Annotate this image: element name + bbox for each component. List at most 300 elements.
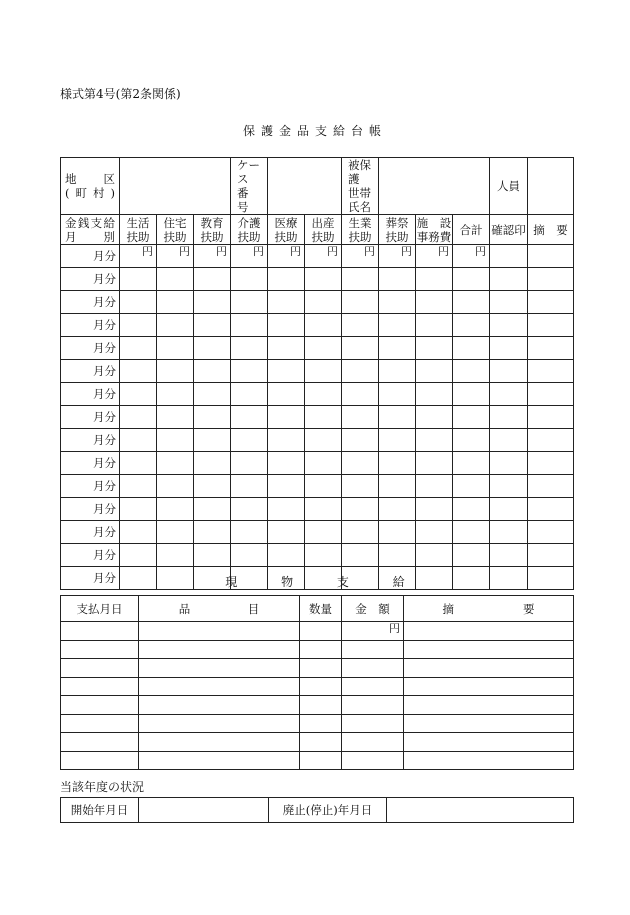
amount-cell[interactable]	[342, 360, 379, 383]
amount-cell[interactable]	[268, 360, 305, 383]
form-number: 様式第4号(第2条関係)	[60, 87, 181, 101]
amount-cell[interactable]	[194, 314, 231, 337]
goods-cell[interactable]	[61, 733, 139, 752]
month-label: 月分	[61, 245, 120, 268]
amount-cell[interactable]	[379, 314, 416, 337]
amount-cell[interactable]	[268, 452, 305, 475]
amount-cell[interactable]	[453, 268, 490, 291]
goods-cell[interactable]	[342, 733, 404, 752]
goods-cell[interactable]	[404, 677, 574, 696]
amount-cell[interactable]	[490, 521, 528, 544]
amount-cell[interactable]	[231, 498, 268, 521]
amount-cell[interactable]	[120, 406, 157, 429]
goods-date-header: 支払月日	[61, 596, 139, 622]
amount-cell[interactable]	[305, 452, 342, 475]
goods-cell[interactable]	[61, 714, 139, 733]
end-date-label: 廃止(停止)年月日	[269, 798, 387, 823]
amount-cell[interactable]	[490, 406, 528, 429]
amount-cell[interactable]	[528, 544, 574, 567]
amount-cell[interactable]	[268, 429, 305, 452]
goods-cell[interactable]	[61, 677, 139, 696]
goods-table	[60, 595, 574, 770]
amount-cell[interactable]	[268, 475, 305, 498]
case-sub: 番 号	[237, 186, 261, 214]
goods-cell[interactable]	[404, 733, 574, 752]
goods-cell[interactable]	[61, 622, 139, 641]
amount-cell[interactable]	[157, 314, 194, 337]
amount-cell[interactable]	[379, 475, 416, 498]
amount-cell[interactable]	[231, 383, 268, 406]
column-header-line2: 扶助	[274, 229, 298, 244]
amount-cell[interactable]	[416, 544, 453, 567]
column-header-8	[379, 215, 416, 245]
amount-cell[interactable]	[231, 475, 268, 498]
cash-benefit-table	[60, 157, 574, 590]
amount-cell[interactable]	[305, 475, 342, 498]
goods-cell[interactable]	[139, 659, 300, 678]
amount-cell[interactable]	[342, 475, 379, 498]
amount-cell[interactable]	[305, 314, 342, 337]
month-label: 月分	[61, 498, 120, 521]
goods-cell[interactable]	[139, 733, 300, 752]
column-header-4	[231, 215, 268, 245]
amount-cell[interactable]	[379, 406, 416, 429]
table-row	[61, 429, 574, 452]
amount-cell[interactable]	[490, 314, 528, 337]
amount-cell[interactable]	[490, 291, 528, 314]
amount-cell[interactable]	[157, 291, 194, 314]
amount-cell[interactable]	[194, 429, 231, 452]
amount-cell[interactable]	[490, 475, 528, 498]
amount-cell[interactable]	[157, 429, 194, 452]
table-row	[61, 383, 574, 406]
month-rows	[61, 245, 574, 590]
amount-cell[interactable]	[157, 452, 194, 475]
amount-cell[interactable]	[528, 452, 574, 475]
amount-cell[interactable]	[120, 452, 157, 475]
amount-cell[interactable]	[379, 383, 416, 406]
goods-cell[interactable]	[342, 677, 404, 696]
column-header-line1: 住宅	[163, 215, 187, 230]
district-sub: (町村)	[65, 186, 115, 200]
amount-cell[interactable]	[342, 268, 379, 291]
table-row	[61, 677, 574, 696]
persons-field[interactable]	[528, 158, 574, 215]
month-label: 月分	[61, 544, 120, 567]
amount-cell[interactable]	[231, 429, 268, 452]
amount-cell[interactable]	[453, 337, 490, 360]
amount-cell[interactable]	[453, 360, 490, 383]
amount-cell[interactable]	[268, 521, 305, 544]
goods-section-title: 現 物 支 給	[225, 575, 405, 589]
amount-cell[interactable]	[342, 498, 379, 521]
month-label: 月分	[61, 360, 120, 383]
amount-cell[interactable]	[305, 268, 342, 291]
column-header-line2: 扶助	[385, 229, 409, 244]
amount-cell[interactable]	[490, 544, 528, 567]
column-header-line2: 事務費	[416, 229, 452, 244]
table-row	[61, 696, 574, 715]
amount-cell[interactable]	[268, 337, 305, 360]
amount-cell[interactable]	[231, 268, 268, 291]
column-header-line2: 月 別	[65, 229, 115, 244]
month-label: 月分	[61, 567, 120, 590]
column-header-2	[157, 215, 194, 245]
amount-cell[interactable]	[342, 521, 379, 544]
amount-cell[interactable]	[416, 475, 453, 498]
table-row	[61, 360, 574, 383]
household-sub: 世帯氏名	[348, 186, 372, 214]
amount-cell[interactable]	[157, 360, 194, 383]
amount-cell[interactable]	[305, 521, 342, 544]
amount-cell[interactable]	[231, 406, 268, 429]
amount-cell[interactable]	[379, 521, 416, 544]
amount-cell[interactable]	[528, 406, 574, 429]
column-header-line1: 生業	[348, 215, 372, 230]
amount-cell[interactable]	[379, 452, 416, 475]
amount-cell[interactable]	[194, 291, 231, 314]
month-label: 月分	[61, 337, 120, 360]
goods-cell[interactable]	[404, 659, 574, 678]
column-header-line2: 扶助	[200, 229, 224, 244]
amount-cell[interactable]	[120, 544, 157, 567]
table-row	[61, 406, 574, 429]
amount-cell[interactable]	[268, 498, 305, 521]
case-number-field[interactable]	[268, 158, 342, 215]
amount-cell[interactable]	[416, 429, 453, 452]
end-date-field[interactable]	[387, 798, 574, 823]
amount-cell[interactable]: 円	[379, 245, 416, 268]
goods-cell[interactable]	[139, 640, 300, 659]
column-header-line1: 出産	[311, 215, 335, 230]
goods-cell[interactable]	[61, 751, 139, 770]
amount-cell[interactable]	[528, 360, 574, 383]
goods-cell[interactable]	[139, 677, 300, 696]
column-header-line2: 扶助	[311, 229, 335, 244]
case-info-row	[61, 158, 574, 215]
column-header-3	[194, 215, 231, 245]
district-label: 地 区	[65, 172, 115, 186]
amount-cell[interactable]	[194, 383, 231, 406]
amount-cell[interactable]	[342, 314, 379, 337]
amount-cell[interactable]	[157, 475, 194, 498]
amount-cell[interactable]	[120, 383, 157, 406]
table-row	[61, 291, 574, 314]
amount-cell[interactable]	[342, 406, 379, 429]
goods-cell[interactable]: 円	[342, 622, 404, 641]
amount-cell[interactable]	[453, 544, 490, 567]
month-label: 月分	[61, 429, 120, 452]
amount-cell[interactable]: 円	[157, 245, 194, 268]
goods-rows	[61, 622, 574, 770]
table-row	[61, 314, 574, 337]
amount-cell[interactable]	[194, 475, 231, 498]
goods-qty-header: 数量	[300, 596, 342, 622]
amount-cell[interactable]	[120, 291, 157, 314]
amount-cell[interactable]	[157, 383, 194, 406]
amount-cell[interactable]	[528, 291, 574, 314]
amount-cell[interactable]: 円	[231, 245, 268, 268]
goods-cell[interactable]	[342, 659, 404, 678]
month-label: 月分	[61, 521, 120, 544]
amount-cell[interactable]	[268, 544, 305, 567]
amount-cell[interactable]	[453, 383, 490, 406]
table-row	[61, 452, 574, 475]
amount-cell[interactable]	[194, 337, 231, 360]
amount-cell[interactable]	[157, 544, 194, 567]
goods-cell[interactable]	[300, 733, 342, 752]
amount-cell[interactable]	[416, 314, 453, 337]
column-header-line1: 葬祭	[385, 215, 409, 230]
amount-cell[interactable]	[231, 314, 268, 337]
goods-cell[interactable]	[404, 751, 574, 770]
amount-cell[interactable]: 円	[305, 245, 342, 268]
amount-cell[interactable]	[416, 406, 453, 429]
table-row	[61, 733, 574, 752]
status-section-label: 当該年度の状況	[60, 780, 145, 794]
amount-cell[interactable]	[268, 383, 305, 406]
amount-cell[interactable]	[305, 544, 342, 567]
column-header-line1: 金銭支給	[65, 215, 115, 230]
column-header-6	[305, 215, 342, 245]
amount-cell[interactable]	[416, 291, 453, 314]
amount-cell[interactable]	[194, 360, 231, 383]
amount-cell[interactable]	[379, 429, 416, 452]
goods-cell[interactable]	[300, 640, 342, 659]
month-label: 月分	[61, 406, 120, 429]
goods-cell[interactable]	[300, 677, 342, 696]
amount-cell[interactable]	[490, 360, 528, 383]
amount-cell[interactable]	[231, 360, 268, 383]
amount-cell[interactable]	[157, 268, 194, 291]
amount-cell[interactable]	[194, 406, 231, 429]
amount-cell[interactable]	[379, 498, 416, 521]
amount-cell[interactable]	[416, 498, 453, 521]
goods-cell[interactable]	[139, 751, 300, 770]
case-label-cell	[231, 158, 268, 215]
district-label-cell	[61, 158, 120, 215]
amount-cell[interactable]	[305, 291, 342, 314]
amount-cell[interactable]	[528, 383, 574, 406]
column-header-line2: 扶助	[348, 229, 372, 244]
case-label: ケース	[237, 158, 261, 186]
amount-cell[interactable]	[342, 337, 379, 360]
amount-cell[interactable]: 円	[120, 245, 157, 268]
household-label-cell	[342, 158, 379, 215]
amount-cell[interactable]	[416, 337, 453, 360]
amount-cell[interactable]	[416, 268, 453, 291]
amount-cell[interactable]	[305, 337, 342, 360]
goods-cell[interactable]	[342, 640, 404, 659]
table-row	[61, 337, 574, 360]
table-row	[61, 475, 574, 498]
amount-cell[interactable]	[453, 498, 490, 521]
amount-cell[interactable]	[120, 521, 157, 544]
goods-cell[interactable]	[139, 622, 300, 641]
goods-cell[interactable]	[300, 696, 342, 715]
goods-cell[interactable]	[300, 622, 342, 641]
amount-cell[interactable]	[194, 268, 231, 291]
amount-cell[interactable]	[194, 498, 231, 521]
goods-cell[interactable]	[139, 714, 300, 733]
table-row	[61, 659, 574, 678]
goods-cell[interactable]	[342, 714, 404, 733]
amount-cell[interactable]	[528, 521, 574, 544]
amount-cell[interactable]: 円	[416, 245, 453, 268]
column-header-line2: 扶助	[237, 229, 261, 244]
amount-cell[interactable]	[490, 245, 528, 268]
amount-cell[interactable]	[453, 475, 490, 498]
goods-header-row	[61, 596, 574, 622]
table-row	[61, 498, 574, 521]
amount-cell[interactable]	[342, 291, 379, 314]
amount-cell[interactable]	[379, 291, 416, 314]
column-header-line1: 介護	[237, 215, 261, 230]
amount-cell[interactable]	[416, 360, 453, 383]
amount-cell[interactable]	[453, 406, 490, 429]
amount-cell[interactable]	[305, 406, 342, 429]
amount-cell[interactable]	[268, 291, 305, 314]
page-title: 保護金品支給台帳	[242, 124, 387, 138]
district-field[interactable]	[120, 158, 231, 215]
amount-cell[interactable]: 円	[342, 245, 379, 268]
amount-cell[interactable]	[268, 314, 305, 337]
table-row	[61, 714, 574, 733]
amount-cell[interactable]	[194, 521, 231, 544]
goods-cell[interactable]	[300, 659, 342, 678]
amount-cell[interactable]	[231, 337, 268, 360]
start-date-field[interactable]	[139, 798, 269, 823]
amount-cell[interactable]	[194, 452, 231, 475]
amount-cell[interactable]	[231, 544, 268, 567]
table-row	[61, 622, 574, 641]
amount-cell[interactable]	[342, 452, 379, 475]
goods-cell[interactable]	[342, 751, 404, 770]
month-label: 月分	[61, 268, 120, 291]
goods-cell[interactable]	[404, 714, 574, 733]
amount-cell[interactable]	[231, 452, 268, 475]
amount-cell[interactable]	[528, 268, 574, 291]
amount-cell[interactable]	[490, 498, 528, 521]
table-row	[61, 521, 574, 544]
amount-cell[interactable]	[528, 498, 574, 521]
column-header-line1: 施 設	[416, 215, 452, 230]
persons-label: 人員	[490, 158, 528, 215]
amount-cell[interactable]	[194, 544, 231, 567]
amount-cell[interactable]	[490, 383, 528, 406]
column-header-12: 摘 要	[528, 215, 574, 245]
amount-cell[interactable]	[379, 360, 416, 383]
status-table	[60, 797, 574, 823]
table-row	[61, 268, 574, 291]
amount-cell[interactable]	[342, 429, 379, 452]
amount-cell[interactable]	[268, 406, 305, 429]
table-row	[61, 751, 574, 770]
amount-cell[interactable]	[120, 498, 157, 521]
household-name-field[interactable]	[379, 158, 490, 215]
amount-cell[interactable]	[490, 452, 528, 475]
amount-cell[interactable]	[528, 245, 574, 268]
goods-cell[interactable]	[342, 696, 404, 715]
amount-cell[interactable]	[157, 406, 194, 429]
column-header-11: 確認印	[490, 215, 528, 245]
goods-cell[interactable]	[404, 622, 574, 641]
amount-cell[interactable]	[490, 429, 528, 452]
amount-cell[interactable]	[305, 498, 342, 521]
amount-cell[interactable]: 円	[194, 245, 231, 268]
amount-cell[interactable]	[490, 337, 528, 360]
column-header-5	[268, 215, 305, 245]
month-label: 月分	[61, 291, 120, 314]
column-header-line1: 生活	[126, 215, 150, 230]
goods-cell[interactable]	[404, 640, 574, 659]
amount-cell[interactable]	[453, 314, 490, 337]
amount-cell[interactable]	[157, 498, 194, 521]
goods-cell[interactable]	[61, 696, 139, 715]
amount-cell[interactable]	[305, 360, 342, 383]
amount-cell[interactable]	[120, 268, 157, 291]
amount-cell[interactable]	[231, 291, 268, 314]
amount-cell[interactable]	[231, 521, 268, 544]
amount-cell[interactable]	[379, 268, 416, 291]
goods-cell[interactable]	[300, 751, 342, 770]
amount-cell[interactable]	[453, 452, 490, 475]
column-header-line2: 扶助	[163, 229, 187, 244]
amount-cell[interactable]	[416, 452, 453, 475]
amount-cell[interactable]	[528, 429, 574, 452]
amount-cell[interactable]	[416, 521, 453, 544]
household-label: 被保護	[348, 158, 372, 186]
column-header-7	[342, 215, 379, 245]
goods-note-header: 摘 要	[404, 596, 574, 622]
goods-cell[interactable]	[139, 696, 300, 715]
month-label: 月分	[61, 452, 120, 475]
amount-cell[interactable]: 円	[268, 245, 305, 268]
amount-cell[interactable]	[120, 360, 157, 383]
amount-cell[interactable]	[342, 544, 379, 567]
amount-cell[interactable]	[305, 429, 342, 452]
month-label: 月分	[61, 475, 120, 498]
amount-cell[interactable]	[305, 383, 342, 406]
amount-cell[interactable]	[528, 475, 574, 498]
amount-cell[interactable]	[453, 521, 490, 544]
amount-cell[interactable]	[379, 544, 416, 567]
amount-cell[interactable]	[268, 268, 305, 291]
amount-cell[interactable]	[120, 337, 157, 360]
amount-cell[interactable]	[528, 337, 574, 360]
amount-cell[interactable]	[453, 429, 490, 452]
amount-cell[interactable]	[416, 383, 453, 406]
amount-cell[interactable]	[342, 383, 379, 406]
amount-cell[interactable]	[157, 337, 194, 360]
amount-cell[interactable]	[120, 475, 157, 498]
amount-cell[interactable]	[120, 314, 157, 337]
column-header-9	[416, 215, 453, 245]
column-header-line1: 医療	[274, 215, 298, 230]
amount-cell[interactable]	[453, 291, 490, 314]
amount-cell[interactable]	[379, 337, 416, 360]
goods-cell[interactable]	[300, 714, 342, 733]
goods-cell[interactable]	[61, 659, 139, 678]
goods-cell[interactable]	[404, 696, 574, 715]
amount-cell[interactable]	[528, 314, 574, 337]
amount-cell[interactable]	[490, 268, 528, 291]
amount-cell[interactable]	[157, 521, 194, 544]
goods-cell[interactable]	[61, 640, 139, 659]
goods-item-header: 品 目	[139, 596, 300, 622]
amount-cell[interactable]: 円	[453, 245, 490, 268]
amount-cell[interactable]	[120, 429, 157, 452]
